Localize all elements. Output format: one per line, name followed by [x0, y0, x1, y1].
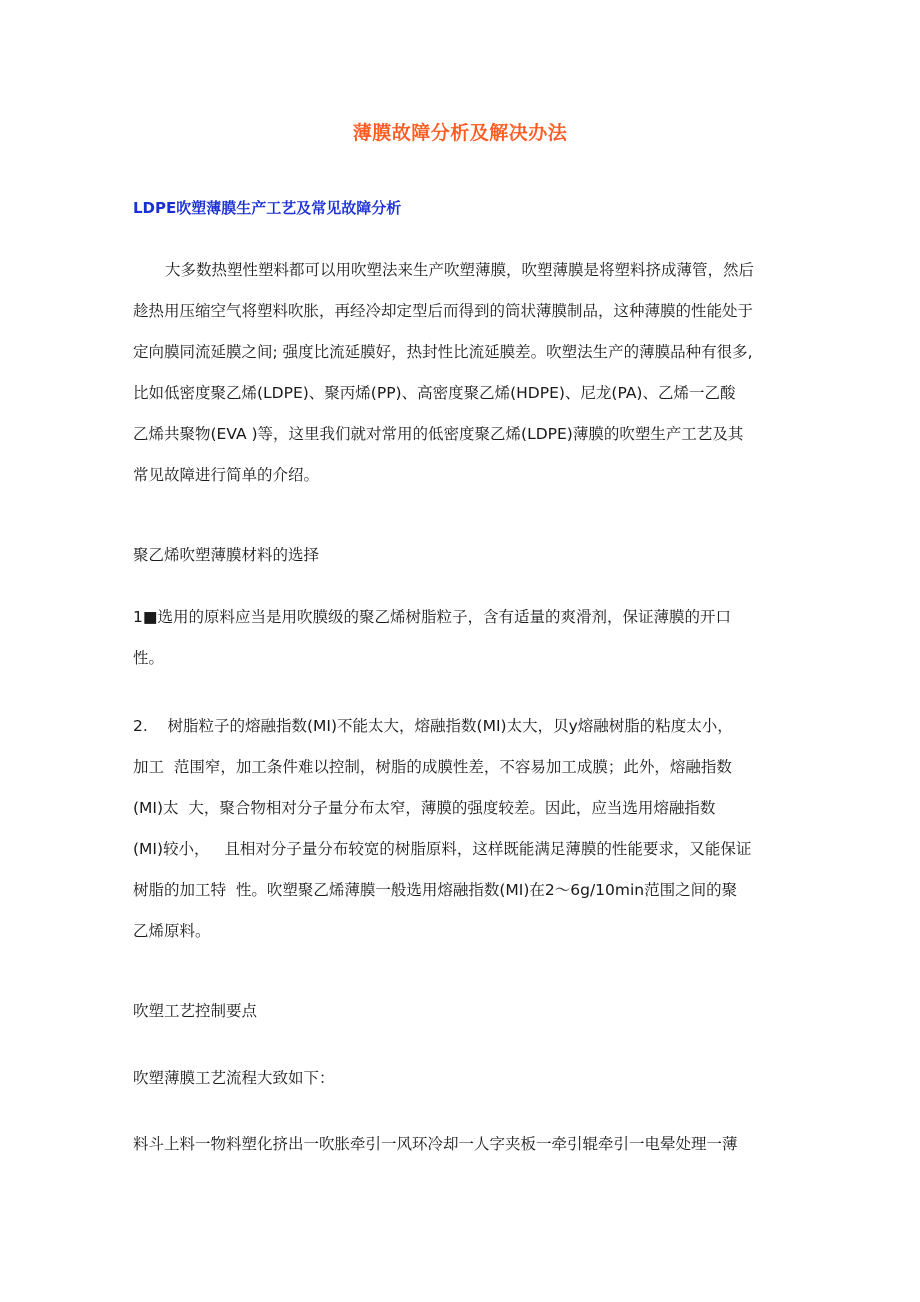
intro-line: 定向膜同流延膜之间; 强度比流延膜好，热封性比流延膜差。吹塑法生产的薄膜品种有很多,: [133, 343, 753, 361]
intro-line: 比如低密度聚乙烯(LDPE)、聚丙烯(PP)、高密度聚乙烯(HDPE)、尼龙(PA)、乙烯一乙酸: [133, 384, 736, 402]
intro-line: 大多数热塑性塑料都可以用吹塑法来生产吹塑薄膜，吹塑薄膜是将塑料挤成薄管，然后: [165, 261, 755, 279]
intro-line: 常见故障进行简单的介绍。: [133, 466, 320, 484]
item-2-paragraph: [133, 706, 793, 952]
flow-line: 料斗上料一物料塑化挤出一吹胀牵引一风环冷却一人字夹板一牵引辊牵引一电晕处理一薄: [133, 1135, 738, 1153]
flow-heading: 吹塑薄膜工艺流程大致如下：: [133, 1069, 335, 1087]
intro-line: 趁热用压缩空气将塑料吹胀，再经冷却定型后而得到的筒状薄膜制品，这种薄膜的性能处于: [133, 302, 754, 320]
item-2-line: 树脂的加工特 性。吹塑聚乙烯薄膜一般选用熔融指数(MI)在2〜6g/10min范围之间的聚: [133, 881, 738, 899]
item-1-line: 性。: [133, 649, 165, 667]
flow-paragraph: [133, 1124, 793, 1165]
process-heading: 吹塑工艺控制要点: [133, 1002, 258, 1020]
item-2-line: 乙烯原料。: [133, 922, 211, 940]
item-2-line: (MI)太 大，聚合物相对分子量分布太窄，薄膜的强度较差。因此，应当选用熔融指数: [133, 799, 716, 817]
page-title: 薄膜故障分析及解决办法: [352, 122, 568, 144]
section-subtitle: LDPE吹塑薄膜生产工艺及常见故障分析: [133, 199, 402, 217]
material-heading: 聚乙烯吹塑薄膜材料的选择: [133, 546, 320, 564]
item-2-line: 加工 范围窄，加工条件难以控制，树脂的成膜性差，不容易加工成膜；此外，熔融指数: [133, 758, 732, 776]
intro-paragraph: [133, 250, 793, 496]
item-1-line: 1■选用的原料应当是用吹膜级的聚乙烯树脂粒子，含有适量的爽滑剂，保证薄膜的开口: [133, 608, 732, 626]
intro-line: 乙烯共聚物(EVA )等，这里我们就对常用的低密度聚乙烯(LDPE)薄膜的吹塑生产工艺及其: [133, 425, 744, 443]
item-2-line: 2. 树脂粒子的熔融指数(MI)不能太大，熔融指数(MI)太大，贝y熔融树脂的粘度太小，: [133, 717, 733, 735]
item-2-line: (MI)较小， 且相对分子量分布较宽的树脂原料，这样既能满足薄膜的性能要求，又能保证: [133, 840, 752, 858]
item-1-paragraph: [133, 597, 793, 679]
